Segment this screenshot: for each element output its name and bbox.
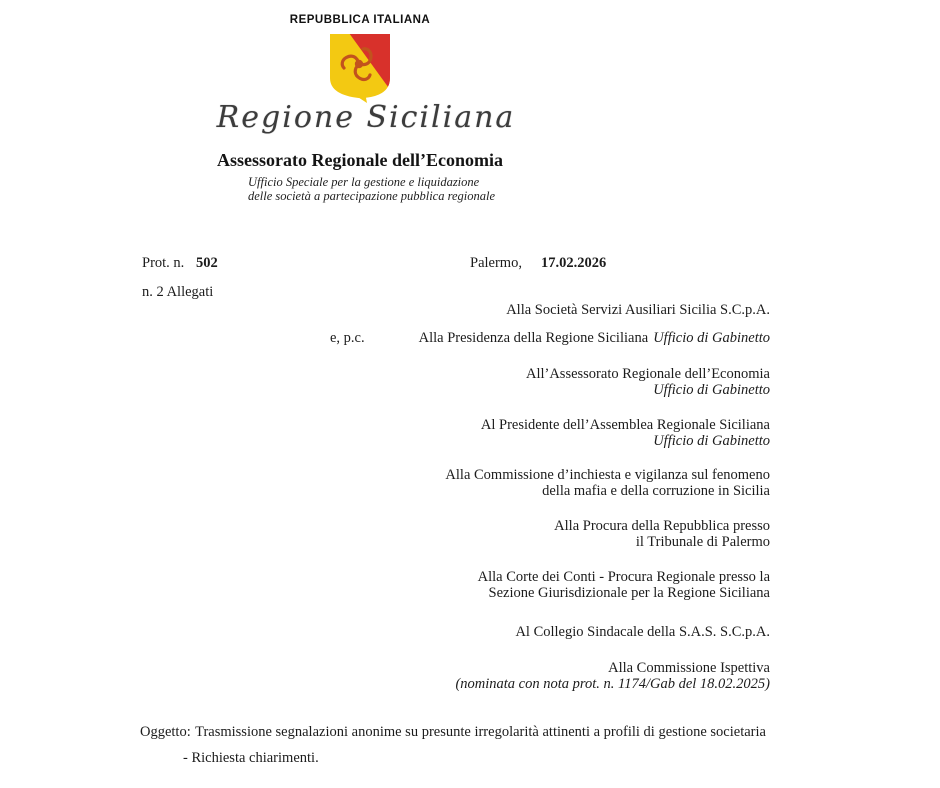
subject-line-2: - Richiesta chiarimenti. — [183, 750, 319, 766]
recipient-line: Alla Società Servizi Ausiliari Sicilia S.C.p.A. — [506, 302, 770, 318]
office-subtitle-line-1: Ufficio Speciale per la gestione e liquidazione — [248, 175, 480, 189]
recipient-line: Alla Procura della Repubblica presso — [554, 518, 770, 534]
protocol-number: 502 — [196, 255, 218, 271]
subject-label: Oggetto: — [140, 724, 191, 740]
letter-date: 17.02.2026 — [541, 255, 607, 271]
recipient-line: Alla Commissione d’inchiesta e vigilanza sul fenomeno — [445, 467, 770, 483]
cc-label: e, p.c. — [330, 330, 365, 346]
recipient-line: Alla Commissione Ispettiva — [608, 660, 770, 676]
recipient-block — [554, 518, 770, 550]
place-label: Palermo, — [470, 255, 522, 271]
department-title: Assessorato Regionale dell’Economia — [217, 150, 503, 170]
recipient-block — [445, 467, 770, 499]
office-subtitle-line-2: delle società a partecipazione pubblica regionale — [248, 189, 496, 203]
recipient-line: (nominata con nota prot. n. 1174/Gab del 18.02.2025) — [455, 676, 770, 692]
recipient-line: Sezione Giurisdizionale per la Regione Siciliana — [488, 585, 770, 601]
attachments-note: n. 2 Allegati — [142, 284, 214, 300]
recipient-line: All’Assessorato Regionale dell’Economia — [525, 366, 770, 382]
state-title: REPUBBLICA ITALIANA — [289, 14, 431, 26]
recipient-block — [515, 624, 770, 640]
subject-text: Trasmissione segnalazioni anonime su presunte irregolarità attinenti a profili di gestione societaria — [195, 724, 766, 740]
recipient-block — [526, 366, 770, 398]
recipient-line: Al Collegio Sindacale della S.A.S. S.C.p.A. — [515, 624, 770, 640]
recipient-line: Ufficio di Gabinetto — [653, 382, 770, 398]
recipient-block — [478, 569, 770, 601]
region-name: Regione Siciliana — [216, 100, 516, 135]
recipient-line: Ufficio di Gabinetto — [653, 433, 770, 449]
recipient-line: Al Presidente dell’Assemblea Regionale Siciliana — [480, 417, 770, 433]
recipient-block — [481, 417, 770, 449]
recipient-line: Alla Corte dei Conti - Procura Regionale presso la — [477, 569, 770, 585]
recipient-block — [455, 660, 770, 692]
recipient-block — [506, 302, 770, 318]
recipient-block — [419, 330, 770, 346]
recipient-line: della mafia e della corruzione in Sicilia — [542, 483, 770, 499]
recipient-line: Alla Presidenza della Regione Siciliana Ufficio di Gabinetto — [418, 330, 770, 346]
subject-line-1 — [140, 724, 766, 740]
recipient-line: il Tribunale di Palermo — [635, 534, 770, 550]
protocol-label: Prot. n. — [142, 255, 185, 271]
sicily-coat-of-arms-icon — [329, 33, 391, 108]
